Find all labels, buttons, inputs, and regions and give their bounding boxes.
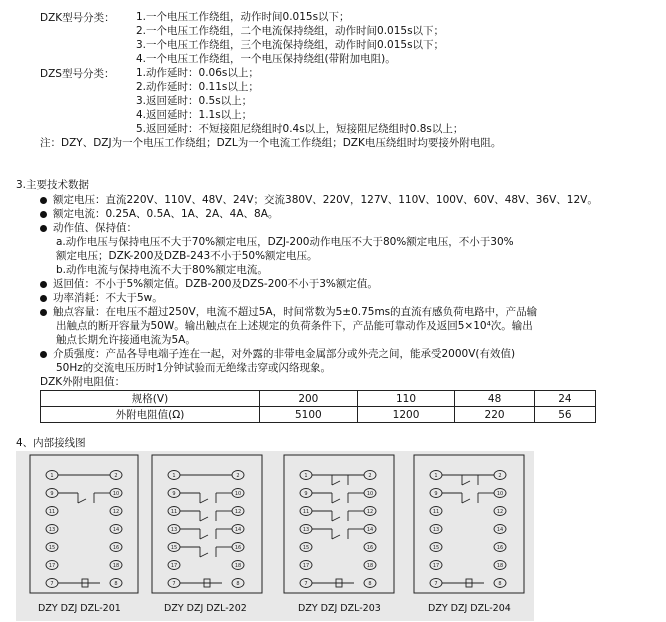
wire (462, 499, 470, 503)
diagram-label-4: DZY DZJ DZL-204 (428, 603, 511, 614)
bullet-icon (40, 281, 47, 288)
rated-current-text: 额定电流：0.25A、0.5A、1A、2A、4A、8A。 (53, 208, 279, 220)
dzs-item-2: 2.动作延时：0.11s以上； (136, 81, 259, 93)
contact-text-2: 出触点的断开容量为50W。输出触点在上述规定的负荷条件下，产品能可靠动作及返回5×10⁴次。输出 (56, 320, 533, 332)
terminal-number: 8 (368, 581, 372, 587)
bullet-icon (40, 225, 47, 232)
terminal-number: 10 (496, 491, 504, 497)
table-header-label: 规格(V) (41, 391, 260, 407)
terminal-number: 14 (366, 527, 374, 533)
wire (332, 481, 340, 485)
wire (462, 481, 470, 485)
dzk-item-1: 1.一个电压工作绕组，动作时间0.015s以下； (136, 11, 350, 23)
resistor-title: DZK外附电阻值： (40, 376, 126, 388)
dzk-title: DZK型号分类： (40, 12, 115, 24)
terminal-number: 2 (498, 473, 502, 479)
return-value-text: 返回值：不小于5%额定值。DZB-200及DZS-200不小于3%额定值。 (53, 278, 378, 290)
table-cell: 200 (260, 391, 358, 407)
contact-text-3: 触点长期允许接通电流为5A。 (56, 334, 196, 346)
terminal-number: 18 (496, 563, 504, 569)
dzs-item-1: 1.动作延时：0.06s以上； (136, 67, 259, 79)
section3-title: 3.主要技术数据 (16, 179, 90, 191)
power-consumption (40, 291, 163, 305)
terminal-number: 16 (496, 545, 504, 551)
terminal-number: 11 (432, 509, 440, 515)
dzs-title: DZS型号分类： (40, 68, 115, 80)
terminal-number: 17 (432, 563, 440, 569)
terminal-number: 7 (172, 581, 176, 587)
bullet-icon (40, 211, 47, 218)
terminal-number: 17 (302, 563, 310, 569)
return-value (40, 277, 378, 291)
terminal-number: 17 (48, 563, 56, 569)
wire (332, 499, 340, 503)
terminal-number: 15 (302, 545, 310, 551)
terminal-number: 7 (50, 581, 54, 587)
table-cell: 110 (357, 391, 455, 407)
rated-voltage-text: 额定电压：直流220V、110V、48V、24V；交流380V、220V，127V、110V、100V、60V、48V、36V、12V。 (53, 194, 598, 206)
terminal-number: 11 (302, 509, 310, 515)
wire (78, 499, 86, 503)
terminal-number: 2 (114, 473, 118, 479)
wiring-diagrams (16, 451, 534, 621)
terminal-number: 8 (498, 581, 502, 587)
terminal-number: 14 (112, 527, 120, 533)
terminal-number: 7 (304, 581, 308, 587)
diagram-label-1: DZY DZJ DZL-201 (38, 603, 121, 614)
terminal-number: 12 (366, 509, 374, 515)
terminal-number: 10 (234, 491, 242, 497)
wire (200, 553, 208, 557)
terminal-number: 16 (234, 545, 242, 551)
terminal-number: 12 (112, 509, 120, 515)
rated-current (40, 207, 278, 221)
action-value-text: 动作值、保持值： (53, 222, 137, 234)
insulation (40, 347, 515, 361)
terminal-number: 14 (234, 527, 242, 533)
rated-voltage (40, 193, 598, 207)
terminal-number: 12 (496, 509, 504, 515)
diagram-label-2: DZY DZJ DZL-202 (164, 603, 247, 614)
wire (200, 535, 208, 539)
terminal-number: 16 (112, 545, 120, 551)
terminal-number: 9 (172, 491, 176, 497)
bullet-icon (40, 309, 47, 316)
wire (200, 517, 208, 521)
terminal-number: 13 (48, 527, 56, 533)
terminal-number: 18 (112, 563, 120, 569)
terminal-number: 15 (48, 545, 56, 551)
power-text: 功率消耗：不大于5w。 (53, 292, 163, 304)
terminal-number: 1 (304, 473, 308, 479)
contact-text-1: 触点容量：在电压不超过250V，电流不超过5A，时间常数为5±0.75ms的直流有感负荷电路中，产品输 (53, 306, 538, 318)
terminal-number: 15 (432, 545, 440, 551)
terminal-number: 17 (170, 563, 178, 569)
terminal-number: 11 (170, 509, 178, 515)
table-row (41, 391, 596, 407)
terminal-number: 16 (366, 545, 374, 551)
terminal-number: 10 (112, 491, 120, 497)
terminal-number: 2 (236, 473, 240, 479)
terminal-number: 8 (236, 581, 240, 587)
terminal-number: 9 (434, 491, 438, 497)
terminal-number: 11 (48, 509, 56, 515)
wire (332, 535, 340, 539)
table-value-label: 外附电阻值(Ω) (41, 407, 260, 423)
terminal-number: 1 (50, 473, 54, 479)
terminal-number: 18 (366, 563, 374, 569)
terminal-number: 15 (170, 545, 178, 551)
terminal-number: 8 (114, 581, 118, 587)
dzk-item-3: 3.一个电压工作绕组，三个电流保持绕组，动作时间0.015s以下； (136, 39, 445, 51)
terminal-number: 18 (234, 563, 242, 569)
terminal-number: 1 (434, 473, 438, 479)
terminal-number: 9 (50, 491, 54, 497)
dzk-item-4: 4.一个电压工作绕组，一个电压保持绕组(带附加电阻)。 (136, 53, 396, 65)
bullet-icon (40, 351, 47, 358)
terminal-number: 14 (496, 527, 504, 533)
insulation-text-1: 介质强度：产品各导电端子连在一起，对外露的非带电金属部分或外壳之间，能承受2000V(有效值) (53, 348, 516, 360)
terminal-number: 13 (432, 527, 440, 533)
dzk-item-2: 2.一个电压工作绕组，二个电流保持绕组，动作时间0.015s以下； (136, 25, 445, 37)
contact-capacity (40, 305, 537, 319)
resistor-table (40, 390, 596, 423)
dzs-item-4: 4.返回延时：1.1s以上； (136, 109, 253, 121)
diagram-label-3: DZY DZJ DZL-203 (298, 603, 381, 614)
terminal-number: 12 (234, 509, 242, 515)
table-row (41, 407, 596, 423)
insulation-text-2: 50Hz的交流电压历时1分钟试验而无绝缘击穿或闪络现象。 (56, 362, 331, 374)
terminal-number: 13 (170, 527, 178, 533)
table-cell: 24 (534, 391, 595, 407)
table-cell: 56 (534, 407, 595, 423)
terminal-number: 10 (366, 491, 374, 497)
section4-title: 4、内部接线图 (16, 437, 86, 449)
wire (200, 499, 208, 503)
dzs-item-5: 5.返回延时：不短接阻尼绕组时0.4s以上，短接阻尼绕组时0.8s以上； (136, 123, 464, 135)
action-a-line1: a.动作电压与保持电压不大于70%额定电压，DZJ-200动作电压不大于80%额定电压，不小于30% (56, 236, 514, 248)
terminal-number: 9 (304, 491, 308, 497)
wire (332, 517, 340, 521)
bullet-icon (40, 295, 47, 302)
dzs-item-3: 3.返回延时：0.5s以上； (136, 95, 253, 107)
table-cell: 5100 (260, 407, 358, 423)
action-value (40, 221, 137, 235)
terminal-number: 1 (172, 473, 176, 479)
terminal-number: 13 (302, 527, 310, 533)
bullet-icon (40, 197, 47, 204)
table-cell: 220 (455, 407, 534, 423)
wiring-diagram-figure (16, 451, 534, 621)
action-a-line2: 额定电压；DZK-200及DZB-243不小于50%额定电压。 (56, 250, 318, 262)
terminal-number: 2 (368, 473, 372, 479)
type-note: 注：DZY、DZJ为一个电压工作绕组；DZL为一个电流工作绕组；DZK电压绕组时均要接外附电阻。 (40, 137, 502, 149)
action-b-line: b.动作电流与保持电流不大于80%额定电流。 (56, 264, 268, 276)
table-cell: 48 (455, 391, 534, 407)
terminal-number: 7 (434, 581, 438, 587)
table-cell: 1200 (357, 407, 455, 423)
